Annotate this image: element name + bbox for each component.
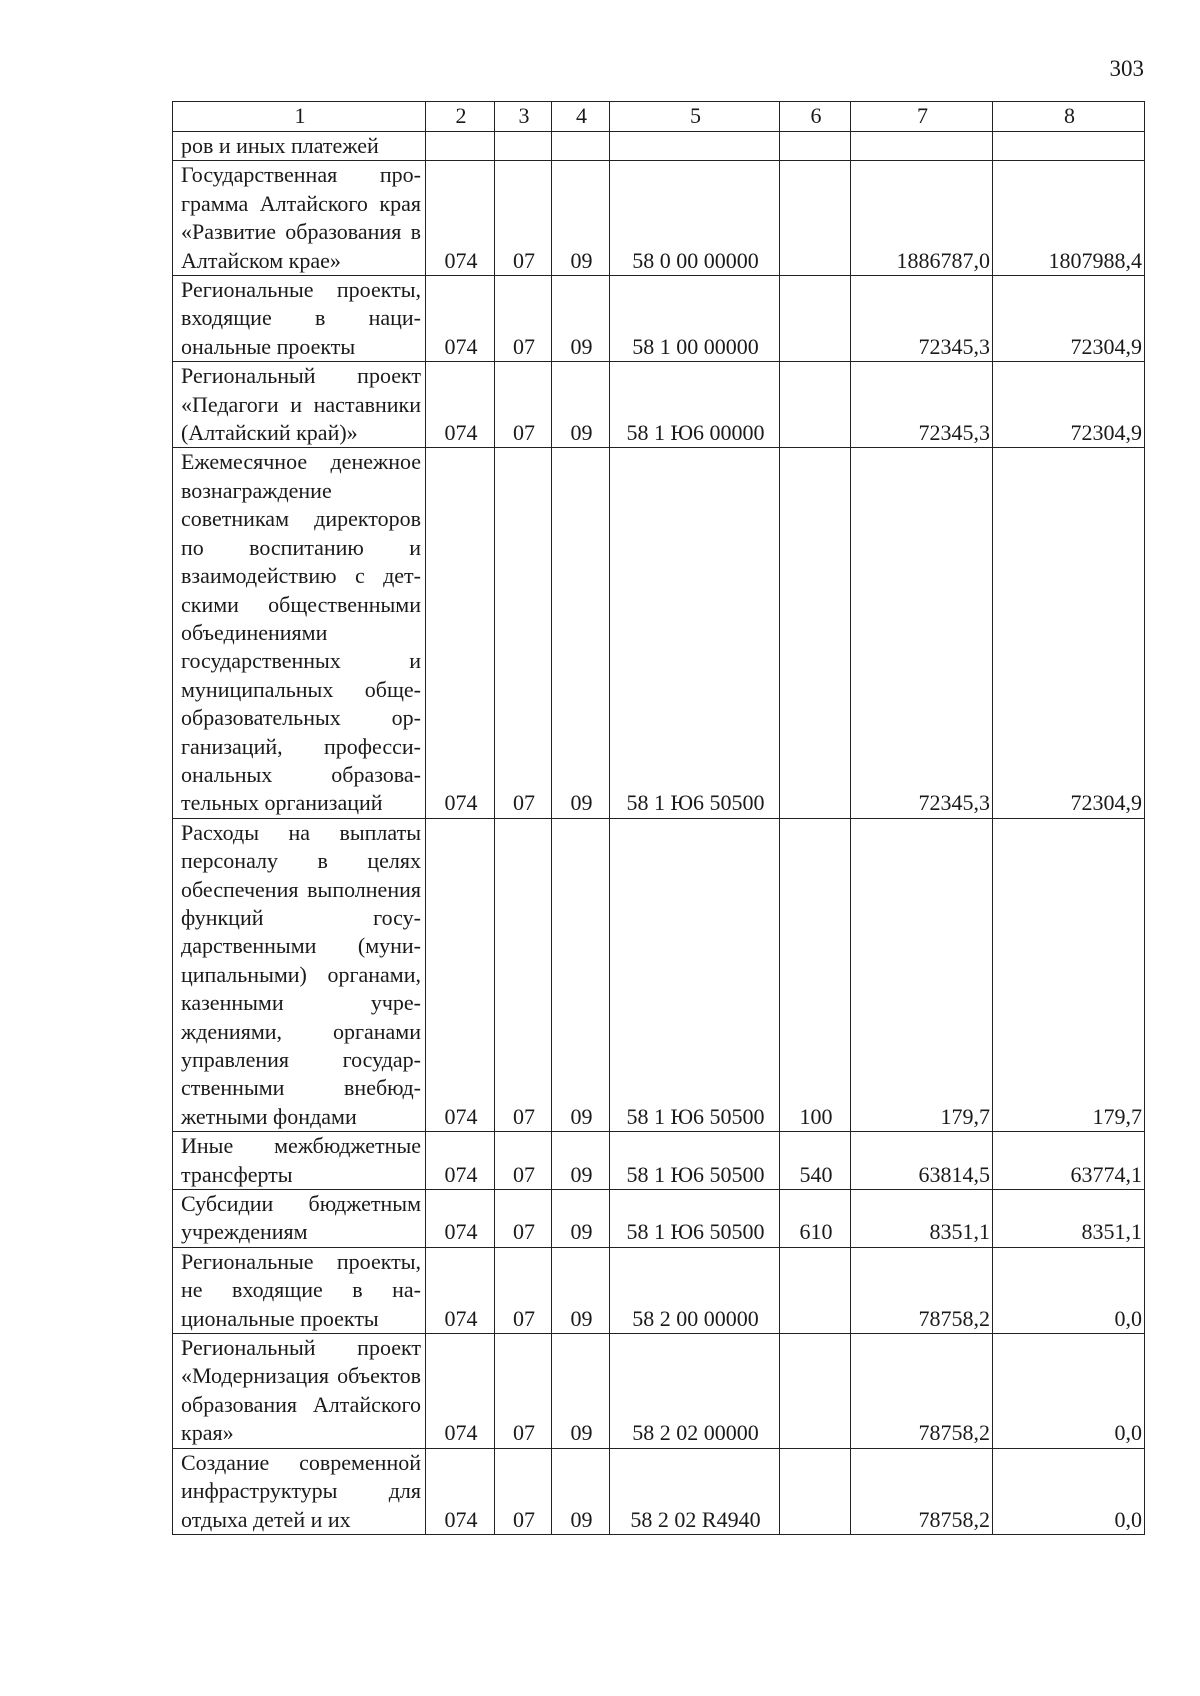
column-header-3: 3: [495, 102, 552, 132]
subsection-code-cell: 09: [552, 818, 610, 1131]
expense-type-cell: [780, 132, 851, 161]
amount-year1-cell: 72345,3: [851, 448, 993, 818]
admin-code-cell: 074: [426, 161, 495, 276]
row-name-cell: Расходы на выплаты персоналу в целях обеспечения выполнения функций государственными (муниципальными) органами, казенными учреждениями, органами управления государственными внебюджетными фондами: [173, 818, 426, 1131]
table-row: [173, 448, 1145, 818]
amount-year1-cell: 78758,2: [851, 1448, 993, 1534]
expense-type-cell: [780, 1448, 851, 1534]
expense-type-cell: 100: [780, 818, 851, 1131]
amount-year1-cell: 78758,2: [851, 1334, 993, 1449]
row-name-cell: Иные межбюджетные трансферты: [173, 1132, 426, 1190]
table-row: [173, 161, 1145, 276]
amount-year1-cell: 8351,1: [851, 1190, 993, 1248]
section-code-cell: 07: [495, 1247, 552, 1333]
target-article-cell: 58 1 Ю6 00000: [610, 362, 780, 448]
column-header-1: 1: [173, 102, 426, 132]
table-row: [173, 1132, 1145, 1190]
row-name-cell: Региональный проект «Педагоги и наставники (Алтайский край)»: [173, 362, 426, 448]
row-name-cell: Региональный проект «Модернизация объектов образования Алтайского края»: [173, 1334, 426, 1449]
amount-year1-cell: 72345,3: [851, 276, 993, 362]
target-article-cell: [610, 132, 780, 161]
target-article-cell: 58 1 00 00000: [610, 276, 780, 362]
target-article-cell: 58 1 Ю6 50500: [610, 1190, 780, 1248]
budget-table: [172, 101, 1145, 1535]
row-name-cell: Субсидии бюджетным учреждениям: [173, 1190, 426, 1248]
row-name-cell: Создание современной инфраструктуры для отдыха детей и их: [173, 1448, 426, 1534]
row-name-cell: ров и иных платежей: [173, 132, 426, 161]
subsection-code-cell: [552, 132, 610, 161]
subsection-code-cell: 09: [552, 161, 610, 276]
section-code-cell: 07: [495, 1132, 552, 1190]
table-row: [173, 132, 1145, 161]
column-header-5: 5: [610, 102, 780, 132]
target-article-cell: 58 2 02 R4940: [610, 1448, 780, 1534]
column-header-2: 2: [426, 102, 495, 132]
table-row: [173, 1448, 1145, 1534]
amount-year2-cell: 8351,1: [993, 1190, 1145, 1248]
row-name-cell: Ежемесячное денежное вознаграждение советникам директоров по воспитанию и взаимодействию с детскими общественными объединениями государственных и муниципальных общеобразовательных организаций, профессиональных образовательных организаций: [173, 448, 426, 818]
amount-year2-cell: 72304,9: [993, 448, 1145, 818]
amount-year1-cell: [851, 132, 993, 161]
section-code-cell: 07: [495, 161, 552, 276]
admin-code-cell: 074: [426, 448, 495, 818]
target-article-cell: 58 1 Ю6 50500: [610, 818, 780, 1131]
amount-year1-cell: 63814,5: [851, 1132, 993, 1190]
target-article-cell: 58 1 Ю6 50500: [610, 448, 780, 818]
subsection-code-cell: 09: [552, 1247, 610, 1333]
subsection-code-cell: 09: [552, 448, 610, 818]
section-code-cell: 07: [495, 1190, 552, 1248]
admin-code-cell: 074: [426, 1448, 495, 1534]
subsection-code-cell: 09: [552, 362, 610, 448]
column-header-7: 7: [851, 102, 993, 132]
target-article-cell: 58 2 00 00000: [610, 1247, 780, 1333]
amount-year1-cell: 72345,3: [851, 362, 993, 448]
subsection-code-cell: 09: [552, 1448, 610, 1534]
table-row: [173, 1334, 1145, 1449]
amount-year2-cell: 72304,9: [993, 276, 1145, 362]
amount-year1-cell: 179,7: [851, 818, 993, 1131]
expense-type-cell: [780, 276, 851, 362]
amount-year2-cell: 179,7: [993, 818, 1145, 1131]
expense-type-cell: [780, 1247, 851, 1333]
admin-code-cell: 074: [426, 362, 495, 448]
admin-code-cell: [426, 132, 495, 161]
expense-type-cell: 540: [780, 1132, 851, 1190]
section-code-cell: 07: [495, 1448, 552, 1534]
expense-type-cell: [780, 1334, 851, 1449]
table-row: [173, 818, 1145, 1131]
section-code-cell: 07: [495, 276, 552, 362]
amount-year1-cell: 1886787,0: [851, 161, 993, 276]
expense-type-cell: [780, 448, 851, 818]
target-article-cell: 58 1 Ю6 50500: [610, 1132, 780, 1190]
admin-code-cell: 074: [426, 1190, 495, 1248]
subsection-code-cell: 09: [552, 1190, 610, 1248]
amount-year2-cell: 0,0: [993, 1334, 1145, 1449]
section-code-cell: [495, 132, 552, 161]
admin-code-cell: 074: [426, 1334, 495, 1449]
section-code-cell: 07: [495, 1334, 552, 1449]
amount-year1-cell: 78758,2: [851, 1247, 993, 1333]
table-row: [173, 1247, 1145, 1333]
table-row: [173, 276, 1145, 362]
target-article-cell: 58 2 02 00000: [610, 1334, 780, 1449]
amount-year2-cell: 1807988,4: [993, 161, 1145, 276]
admin-code-cell: 074: [426, 1247, 495, 1333]
column-header-4: 4: [552, 102, 610, 132]
amount-year2-cell: 0,0: [993, 1247, 1145, 1333]
expense-type-cell: [780, 161, 851, 276]
column-header-8: 8: [993, 102, 1145, 132]
amount-year2-cell: 0,0: [993, 1448, 1145, 1534]
admin-code-cell: 074: [426, 818, 495, 1131]
column-header-6: 6: [780, 102, 851, 132]
table-row: [173, 362, 1145, 448]
subsection-code-cell: 09: [552, 276, 610, 362]
row-name-cell: Государственная программа Алтайского края «Развитие образования в Алтайском крае»: [173, 161, 426, 276]
row-name-cell: Региональные проекты, входящие в национальные проекты: [173, 276, 426, 362]
section-code-cell: 07: [495, 362, 552, 448]
amount-year2-cell: 72304,9: [993, 362, 1145, 448]
admin-code-cell: 074: [426, 1132, 495, 1190]
page-number: 303: [1109, 56, 1144, 81]
amount-year2-cell: 63774,1: [993, 1132, 1145, 1190]
expense-type-cell: [780, 362, 851, 448]
amount-year2-cell: [993, 132, 1145, 161]
target-article-cell: 58 0 00 00000: [610, 161, 780, 276]
admin-code-cell: 074: [426, 276, 495, 362]
section-code-cell: 07: [495, 448, 552, 818]
section-code-cell: 07: [495, 818, 552, 1131]
table-row: [173, 1190, 1145, 1248]
subsection-code-cell: 09: [552, 1334, 610, 1449]
row-name-cell: Региональные проекты, не входящие в национальные проекты: [173, 1247, 426, 1333]
subsection-code-cell: 09: [552, 1132, 610, 1190]
expense-type-cell: 610: [780, 1190, 851, 1248]
table-header-row: [173, 102, 1145, 132]
